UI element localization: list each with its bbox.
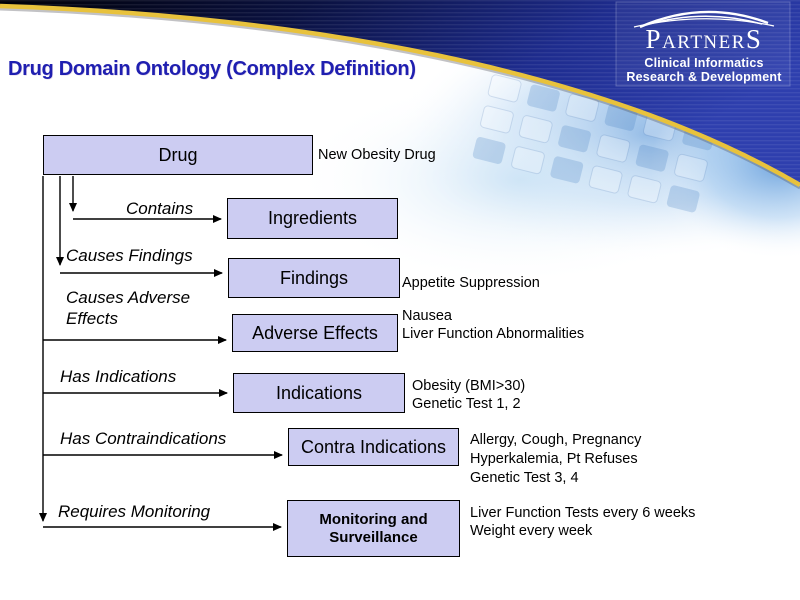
node-findings: Findings [228, 258, 400, 298]
relation-label-requires-monitoring: Requires Monitoring [58, 502, 211, 521]
annotation-findings: Appetite Suppression [402, 275, 540, 291]
annotation-monitoring: Liver Function Tests every 6 weeks Weight every week [470, 505, 696, 539]
node-drug: Drug [43, 135, 313, 175]
node-adverse-effects: Adverse Effects [232, 314, 398, 352]
node-indications: Indications [233, 373, 405, 413]
relation-label-causes-adverse-effects: Causes Adverse Effects [66, 288, 191, 328]
node-contra-indications: Contra Indications [288, 428, 459, 466]
page-title: Drug Domain Ontology (Complex Definition) [8, 58, 416, 80]
node-ingredients: Ingredients [227, 198, 398, 239]
partners-logo [616, 3, 792, 87]
relation-label-causes-findings: Causes Findings [66, 246, 193, 265]
partners-wordmark: PARTNERS [645, 24, 763, 54]
logo-subtitle-2: Research & Development [626, 70, 782, 84]
annotation-indications: Obesity (BMI>30) Genetic Test 1, 2 [412, 378, 526, 412]
annotation-drug: New Obesity Drug [318, 147, 436, 163]
relation-label-has-indications: Has Indications [60, 367, 177, 386]
node-monitoring-surveillance: Monitoring and Surveillance [287, 500, 460, 557]
annotation-adverse-effects: Nausea Liver Function Abnormalities [402, 308, 585, 342]
logo-subtitle-1: Clinical Informatics [644, 56, 764, 70]
relation-label-contains: Contains [126, 199, 194, 218]
annotation-contra-indications: Allergy, Cough, Pregnancy Hyperkalemia, Pt Refuses Genetic Test 3, 4 [470, 432, 642, 486]
relation-label-has-contraindications: Has Contraindications [60, 429, 227, 448]
